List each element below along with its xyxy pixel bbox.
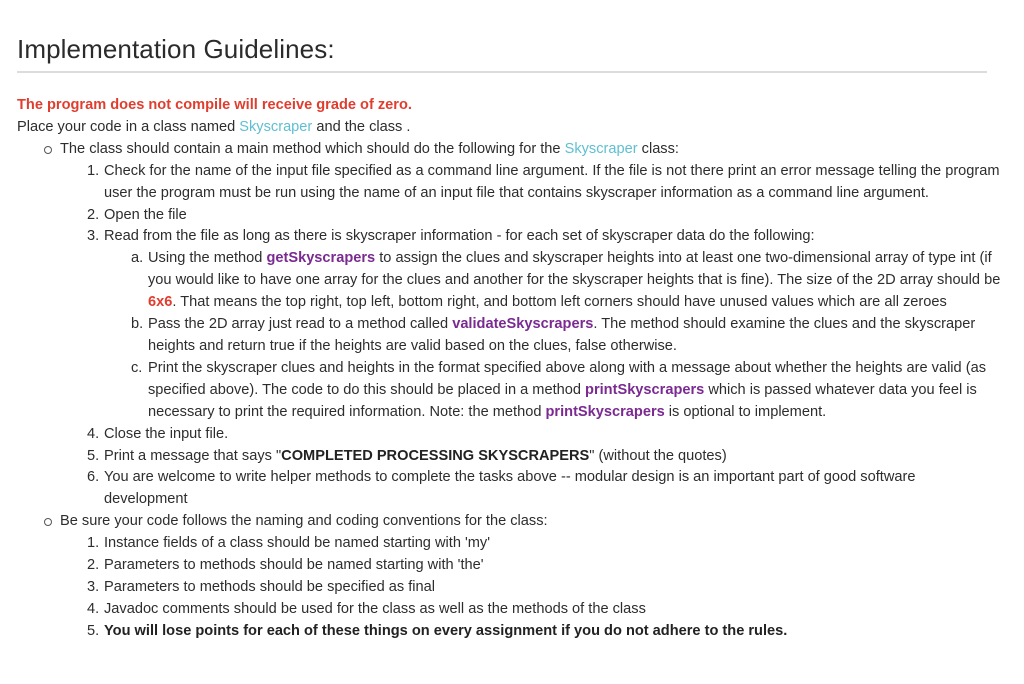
step-text: Close the input file. xyxy=(104,425,229,442)
step-6 xyxy=(60,467,1002,511)
intro-after: and the class . xyxy=(312,118,411,135)
step-text: You are welcome to write helper methods to complete the tasks above -- modular design is an important part of good software development xyxy=(104,469,916,508)
hollow-bullet-icon xyxy=(44,146,52,154)
convention-5 xyxy=(60,621,1002,643)
step-marker: 3. xyxy=(87,228,100,245)
convention-4 xyxy=(60,599,1002,621)
convention-3 xyxy=(60,577,1002,599)
substep-b-text2: . The method should examine the clues and the skyscraper heights and return true if the heights are valid based on the clues, false otherwise. xyxy=(148,316,976,354)
convention-text: Parameters to methods should be named starting with 'the' xyxy=(104,557,484,574)
step-5-text1: Print a message that says " xyxy=(104,447,282,464)
main-steps-list xyxy=(60,161,1002,512)
bullet-conventions xyxy=(17,511,1002,642)
substep-a-text3: . That means the top right, top left, bottom right, and bottom left corners should have unused values which are all zeroes xyxy=(172,294,947,311)
section1-after: class: xyxy=(637,140,679,157)
step-marker: 4. xyxy=(87,425,100,442)
step-text: Open the file xyxy=(104,206,187,223)
guideline-bullets xyxy=(17,139,1002,643)
step-3 xyxy=(60,226,1002,423)
convention-marker: 2. xyxy=(87,557,100,574)
substep-b-text1: Pass the 2D array just read to a method called xyxy=(148,316,453,333)
substep-marker: a. xyxy=(131,250,144,267)
convention-2 xyxy=(60,555,1002,577)
array-size: 6x6 xyxy=(148,294,173,311)
step-text: Check for the name of the input file specified as a command line argument. If the file is not there print an error message telling the program user the program must be run using the name of an input file that contains skyscraper information as a command line argument. xyxy=(104,162,1000,201)
substep-b xyxy=(104,314,1002,358)
step-marker: 1. xyxy=(87,162,100,179)
bullet-main-method xyxy=(17,139,1002,511)
convention-marker: 5. xyxy=(87,622,100,639)
convention-text-penalty: You will lose points for each of these things on every assignment if you do not adhere to the rules. xyxy=(104,622,788,639)
section1-class-name: Skyscraper xyxy=(564,140,638,157)
method-validate-skyscrapers: validateSkyscrapers xyxy=(452,316,594,333)
substeps-list xyxy=(104,248,1002,423)
section1-before: The class should contain a main method which should do the following for the xyxy=(60,140,565,157)
title-divider xyxy=(17,71,987,73)
intro-line xyxy=(17,117,1002,139)
step-marker: 5. xyxy=(87,447,100,464)
compile-warning: The program does not compile will receive grade of zero. xyxy=(17,97,412,113)
substep-marker: c. xyxy=(131,359,143,376)
completed-message: COMPLETED PROCESSING SKYSCRAPERS xyxy=(281,447,590,464)
step-marker: 2. xyxy=(87,206,100,223)
substep-a-text2: to assign the clues and skyscraper heights into at least one two-dimensional array of type int (if you would like to have one array for the clues and another for the skyscraper heights that is fine). The size of the 2D array should be xyxy=(148,250,1001,289)
substep-a-text1: Using the method xyxy=(148,250,267,267)
step-text: Read from the file as long as there is skyscraper information - for each set of skyscraper data do the following: xyxy=(104,228,815,245)
step-4 xyxy=(60,424,1002,446)
page-title: Implementation Guidelines: xyxy=(17,34,335,64)
guidelines-content xyxy=(17,95,1002,643)
step-5-text2: " (without the quotes) xyxy=(589,447,727,464)
convention-text: Instance fields of a class should be named starting with 'my' xyxy=(104,535,491,552)
substep-c-text3: is optional to implement. xyxy=(664,403,827,420)
method-print-skyscrapers: printSkyscrapers xyxy=(585,381,705,398)
convention-1 xyxy=(60,533,1002,555)
convention-marker: 4. xyxy=(87,600,100,617)
hollow-bullet-icon xyxy=(44,518,52,526)
substep-a xyxy=(104,248,1002,314)
step-1 xyxy=(60,161,1002,205)
convention-marker: 3. xyxy=(87,578,100,595)
substep-c xyxy=(104,358,1002,424)
substep-marker: b. xyxy=(131,316,144,333)
method-get-skyscrapers: getSkyscrapers xyxy=(266,250,376,267)
section2-text: Be sure your code follows the naming and coding conventions for the class: xyxy=(60,513,548,530)
step-2 xyxy=(60,205,1002,227)
convention-text: Parameters to methods should be specified as final xyxy=(104,578,435,595)
step-marker: 6. xyxy=(87,469,100,486)
intro-class-name: Skyscraper xyxy=(239,118,313,135)
substep-c-text1: Print the skyscraper clues and heights in the format specified above along with a message about whether the heights are valid (as specified above). The code to do this should be placed in a method xyxy=(148,359,986,398)
convention-text: Javadoc comments should be used for the class as well as the methods of the class xyxy=(104,600,646,617)
method-print-skyscrapers-optional: printSkyscrapers xyxy=(545,403,665,420)
intro-before: Place your code in a class named xyxy=(17,118,240,135)
convention-marker: 1. xyxy=(87,535,100,552)
step-5 xyxy=(60,446,1002,468)
conventions-list xyxy=(60,533,1002,643)
substep-c-text2: which is passed whatever data you feel is necessary to print the required information. Note: the method xyxy=(148,381,977,420)
